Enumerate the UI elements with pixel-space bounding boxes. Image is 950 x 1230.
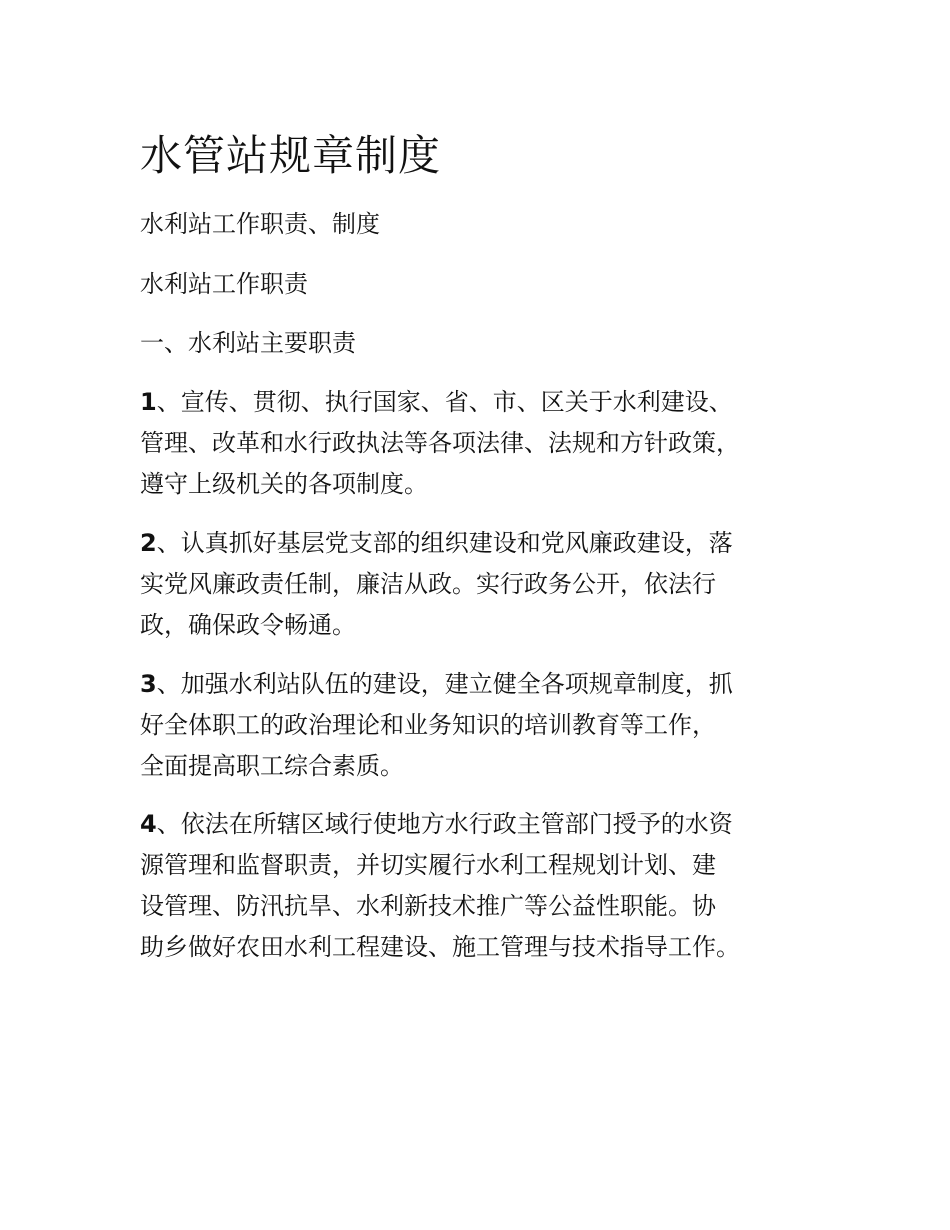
duty-item-line: 源管理和监督职责，并切实履行水利工程规划计划、建: [140, 851, 716, 879]
duty-item-4: [140, 804, 830, 968]
duty-item-line: 管理、改革和水行政执法等各项法律、法规和方针政策，: [140, 429, 740, 457]
line-text: 、加强水利站队伍的建设，建立健全各项规章制度，抓: [156, 670, 733, 698]
duty-item-line: 遵守上级机关的各项制度。: [140, 470, 428, 498]
duty-item-2: [140, 523, 830, 646]
page-title: 水管站规章制度: [140, 131, 442, 180]
line-text: 、依法在所辖区域行使地方水行政主管部门授予的水资: [156, 810, 733, 838]
item-number: 4: [140, 810, 157, 838]
section-heading: 水利站工作职责: [140, 270, 308, 298]
duty-item-line: [140, 804, 830, 845]
duty-item-1: [140, 382, 830, 505]
duty-item-line: [140, 523, 830, 564]
subsection-heading: 一、水利站主要职责: [140, 329, 356, 357]
line-text: 、认真抓好基层党支部的组织建设和党风廉政建设，落: [156, 529, 733, 557]
duty-item-line: 助乡做好农田水利工程建设、施工管理与技术指导工作。: [140, 933, 740, 961]
duty-item-line: 政，确保政令畅通。: [140, 611, 356, 639]
duty-item-line: [140, 664, 830, 705]
duty-item-line: 实党风廉政责任制，廉洁从政。实行政务公开，依法行: [140, 570, 716, 598]
duty-item-line: 好全体职工的政治理论和业务知识的培训教育等工作，: [140, 711, 716, 739]
item-number: 1: [140, 388, 157, 416]
item-number: 3: [140, 670, 157, 698]
duty-item-line: [140, 382, 830, 423]
item-number: 2: [140, 529, 157, 557]
duty-item-3: [140, 664, 830, 787]
line-text: 、宣传、贯彻、执行国家、省、市、区关于水利建设、: [156, 388, 733, 416]
duty-item-line: 全面提高职工综合素质。: [140, 752, 404, 780]
duty-item-line: 设管理、防汛抗旱、水利新技术推广等公益性职能。协: [140, 892, 716, 920]
subtitle: 水利站工作职责、制度: [140, 210, 380, 238]
